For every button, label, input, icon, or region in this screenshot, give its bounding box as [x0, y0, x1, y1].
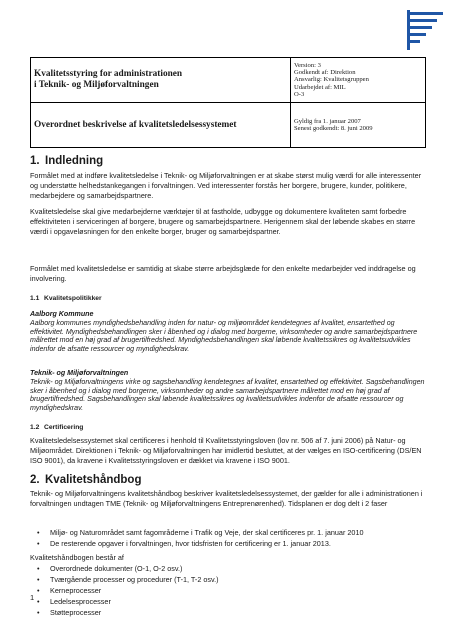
section-number: 1. [30, 155, 40, 167]
subsection-title: Certificering [44, 424, 84, 431]
section-title: Kvalitetshåndbog [45, 474, 142, 486]
subsection-number: 1.1 [30, 295, 40, 302]
phase-list [30, 527, 425, 549]
paragraph: Kvalitetsledelse skal give medarbejderne værktøjer til at fastholde, udbygge og dokumentere kvaliteten samt forbedre effektiviteten i serviceringen af borgere, brugere og samarbejdspartnere. Herigennem skal der løbende skabes en større værdi i opgaveløsningen for den enkelte borger, bruger og samarbejdspartner. [30, 207, 416, 236]
list-item: • De resterende opgaver i forvaltningen, hvor tidsfristen for certificering er 1. januar 2013. [30, 538, 425, 549]
paragraph: Kvalitetshåndbogen består af [30, 553, 124, 562]
paragraph: Kvalitetsledelsessystemet skal certificeres i henhold til Kvalitetsstyringsloven (lov nr. 506 af 7. juni 2006) på Natur- og Miljøområdet. Direktionen i Teknik- og Miljøforvaltningen har imidlertid besluttet, at der vælges en ISO-certificering (DS/EN ISO 9001), da kravene i Kvalitetsstyringsloven er dækket via kravene i ISO 9001. [30, 436, 422, 465]
policy-text-tm: Teknik- og Miljøforvaltningens virke og sagsbehandling kendetegnes af kvalitet, ensartethed og effektivitet. Sagsbehandlingen sker i åbenhed og i dialog med borgerne, virksomheder og andre samarbejdspartnere målrettet mod en høj grad af brugertilfredshed. Sagsbehandlingen skal løbende kvalitetssikres og kvalitetsudvikles indenfor de afsatte ressourcer og myndighedskrav. [30, 378, 425, 413]
paragraph: Formålet med kvalitetsledelse er samtidig at skabe større arbejdsglæde for den enkelte medarbejder ved inddragelse og involvering. [30, 264, 416, 283]
meta-last-approved: Senest godkendt: 8. juni 2009 [294, 125, 373, 132]
meta-responsible: Ansvarlig: Kvalitetsgruppen [294, 76, 369, 84]
meta-approved-by: Godkendt af: Direktion [294, 69, 356, 77]
policy-heading-tm: Teknik- og Miljøforvaltningen [30, 369, 129, 377]
list-item: • Tværgående processer og procedurer (T-1, T-2 osv.) [30, 574, 425, 585]
section-heading-1 [30, 155, 103, 167]
subsection-heading-1-2 [30, 424, 83, 431]
section-number: 2. [30, 474, 40, 486]
list-item: • Støtteprocesser [30, 607, 425, 618]
title-line-2: i Teknik- og Miljøforvaltningen [34, 80, 159, 90]
document-meta-bottom [291, 103, 426, 148]
document-meta-top [291, 58, 426, 103]
policy-text-aalborg: Aalborg kommunes myndighedsbehandling inden for natur- og miljøområdet kendetegnes af kvalitet, ensartethed og effektivitet. Myndighedsbehandlingen sker i åbenhed og i dialog med borgerne, virksomheder og andre samarbejdspartnere målrettet mod en høj grad af brugertilfredshed. Myndighedsbehandlingen skal løbende kvalitetssikres og kvalitetsudvikles indenfor de afsatte ressourcer og myndighedskrav. [30, 319, 418, 354]
subsection-number: 1.2 [30, 424, 40, 431]
document-header-table [30, 57, 426, 148]
section-heading-2 [30, 474, 141, 486]
meta-valid-from: Gyldig fra 1. januar 2007 [294, 117, 361, 125]
document-title [31, 58, 291, 103]
paragraph: Teknik- og Miljøforvaltningens kvalitetshåndbog beskriver kvalitetsledelsessystemet, der gælder for alle i administrationen i forvaltningen undtagen TME (Teknik- og Miljøforvaltningens Entreprenørenhed). Tidsplanen er dog delt i 2 faser [30, 489, 423, 508]
policy-heading-aalborg: Aalborg Kommune [30, 310, 94, 318]
document-subtitle: Overordnet beskrivelse af kvalitetsledelsessystemet [31, 103, 291, 148]
title-line-1: Kvalitetsstyring for administrationen [34, 69, 183, 79]
section-title: Indledning [45, 155, 104, 167]
meta-doc-id: O-3 [294, 90, 305, 98]
component-list [30, 563, 425, 618]
page-number: 1 [30, 593, 35, 602]
subsection-heading-1-1 [30, 295, 102, 302]
list-item: • Overordnede dokumenter (O-1, O-2 osv.) [30, 563, 425, 574]
meta-version: Version: 3 [294, 61, 321, 69]
paragraph: Formålet med at indføre kvalitetsledelse i Teknik- og Miljøforvaltningen er at skabe størst mulig værdi for alle interessenter og understøtte helhedstankegangen i forvaltningen. Ved interessenter forstås her borgere, brugere, kunder, politikere, medarbejdere og samarbejdspartnere. [30, 171, 422, 200]
list-item: • Kerneprocesser [30, 585, 425, 596]
list-item: • Ledelsesprocesser [30, 596, 425, 607]
list-item: • Miljø- og Naturområdet samt fagområderne i Trafik og Veje, der skal certificeres pr. 1. januar 2010 [30, 527, 425, 538]
aalborg-logo [407, 10, 443, 50]
subsection-title: Kvalitetspolitikker [44, 295, 102, 302]
meta-prepared-by: Udarbejdet af: MIL [294, 83, 346, 91]
